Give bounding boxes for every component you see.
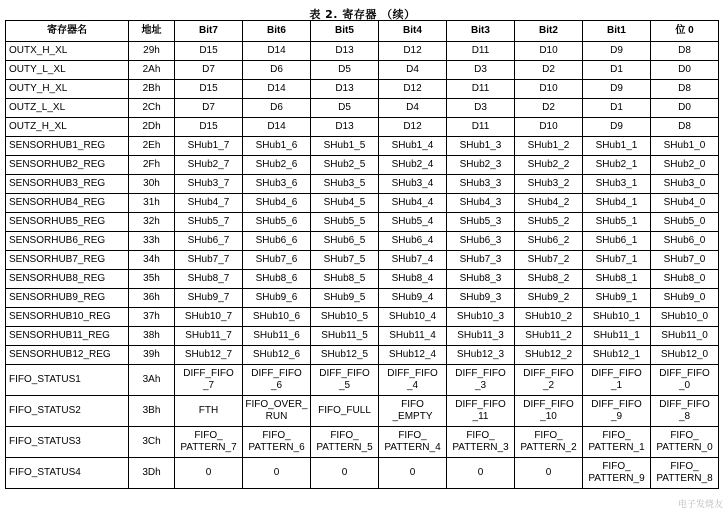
bit-cell: SHub2_7 — [175, 156, 243, 175]
bit-cell: SHub1_0 — [651, 137, 719, 156]
register-address-cell: 2Bh — [129, 80, 175, 99]
bit-cell: SHub8_3 — [447, 270, 515, 289]
register-name-cell: SENSORHUB5_REG — [6, 213, 129, 232]
register-address-cell: 35h — [129, 270, 175, 289]
header-bit1: Bit1 — [583, 21, 651, 42]
register-address-cell: 37h — [129, 308, 175, 327]
bit-cell: SHub10_7 — [175, 308, 243, 327]
bit-cell: D7 — [175, 61, 243, 80]
bit-cell: SHub11_7 — [175, 327, 243, 346]
bit-cell: SHub6_4 — [379, 232, 447, 251]
register-name-cell: SENSORHUB4_REG — [6, 194, 129, 213]
bit-cell: D6 — [243, 99, 311, 118]
header-address: 地址 — [129, 21, 175, 42]
table-row — [6, 175, 719, 194]
bit-cell: D8 — [651, 80, 719, 99]
bit-cell: D3 — [447, 61, 515, 80]
bit-cell: 0 — [515, 458, 583, 489]
bit-cell: SHub1_4 — [379, 137, 447, 156]
table-row — [6, 137, 719, 156]
register-address-cell: 33h — [129, 232, 175, 251]
bit-cell: SHub5_0 — [651, 213, 719, 232]
bit-cell: SHub12_5 — [311, 346, 379, 365]
register-name-cell: SENSORHUB1_REG — [6, 137, 129, 156]
table-row — [6, 80, 719, 99]
table-row — [6, 118, 719, 137]
register-name-cell: SENSORHUB10_REG — [6, 308, 129, 327]
bit-cell: SHub3_2 — [515, 175, 583, 194]
register-address-cell: 2Eh — [129, 137, 175, 156]
bit-cell: SHub2_5 — [311, 156, 379, 175]
bit-cell: SHub7_0 — [651, 251, 719, 270]
bit-cell: FIFO_OVER_ RUN — [243, 396, 311, 427]
bit-cell: D7 — [175, 99, 243, 118]
bit-cell: SHub10_0 — [651, 308, 719, 327]
bit-cell: SHub5_2 — [515, 213, 583, 232]
bit-cell: SHub10_3 — [447, 308, 515, 327]
bit-cell: D4 — [379, 99, 447, 118]
register-name-cell: FIFO_STATUS1 — [6, 365, 129, 396]
bit-cell: D13 — [311, 42, 379, 61]
bit-cell: DIFF_FIFO _6 — [243, 365, 311, 396]
bit-cell: D11 — [447, 80, 515, 99]
bit-cell: SHub11_6 — [243, 327, 311, 346]
bit-cell: SHub7_2 — [515, 251, 583, 270]
bit-cell: SHub1_7 — [175, 137, 243, 156]
bit-cell: SHub1_5 — [311, 137, 379, 156]
bit-cell: D12 — [379, 42, 447, 61]
bit-cell: SHub4_2 — [515, 194, 583, 213]
bit-cell: 0 — [447, 458, 515, 489]
bit-cell: D6 — [243, 61, 311, 80]
bit-cell: SHub6_5 — [311, 232, 379, 251]
register-address-cell: 31h — [129, 194, 175, 213]
bit-cell: SHub3_3 — [447, 175, 515, 194]
register-name-cell: SENSORHUB2_REG — [6, 156, 129, 175]
bit-cell: SHub2_1 — [583, 156, 651, 175]
bit-cell: SHub8_4 — [379, 270, 447, 289]
bit-cell: SHub11_0 — [651, 327, 719, 346]
bit-cell: SHub3_5 — [311, 175, 379, 194]
table-row — [6, 156, 719, 175]
bit-cell: SHub6_3 — [447, 232, 515, 251]
register-name-cell: OUTY_H_XL — [6, 80, 129, 99]
bit-cell: D0 — [651, 61, 719, 80]
bit-cell: FIFO_ PATTERN_5 — [311, 427, 379, 458]
header-register-name: 寄存器名 — [6, 21, 129, 42]
bit-cell: SHub9_6 — [243, 289, 311, 308]
bit-cell: SHub10_4 — [379, 308, 447, 327]
bit-cell: SHub4_1 — [583, 194, 651, 213]
header-bit0: 位 0 — [651, 21, 719, 42]
bit-cell: FIFO_ PATTERN_4 — [379, 427, 447, 458]
bit-cell: 0 — [243, 458, 311, 489]
table-row — [6, 61, 719, 80]
bit-cell: D10 — [515, 118, 583, 137]
table-row — [6, 42, 719, 61]
register-name-cell: OUTZ_L_XL — [6, 99, 129, 118]
bit-cell: FIFO_ PATTERN_3 — [447, 427, 515, 458]
bit-cell: SHub11_4 — [379, 327, 447, 346]
bit-cell: SHub3_0 — [651, 175, 719, 194]
table-row — [6, 346, 719, 365]
bit-cell: DIFF_FIFO _2 — [515, 365, 583, 396]
bit-cell: SHub9_4 — [379, 289, 447, 308]
bit-cell: SHub2_2 — [515, 156, 583, 175]
bit-cell: SHub9_1 — [583, 289, 651, 308]
bit-cell: SHub10_5 — [311, 308, 379, 327]
header-bit4: Bit4 — [379, 21, 447, 42]
bit-cell: SHub10_6 — [243, 308, 311, 327]
register-address-cell: 3Dh — [129, 458, 175, 489]
bit-cell: SHub1_3 — [447, 137, 515, 156]
header-row — [6, 21, 719, 42]
bit-cell: SHub12_2 — [515, 346, 583, 365]
bit-cell: SHub11_2 — [515, 327, 583, 346]
register-name-cell: SENSORHUB8_REG — [6, 270, 129, 289]
bit-cell: SHub3_7 — [175, 175, 243, 194]
table-row — [6, 194, 719, 213]
bit-cell: SHub11_1 — [583, 327, 651, 346]
register-name-cell: OUTX_H_XL — [6, 42, 129, 61]
register-name-cell: FIFO_STATUS3 — [6, 427, 129, 458]
register-name-cell: FIFO_STATUS2 — [6, 396, 129, 427]
register-name-cell: SENSORHUB6_REG — [6, 232, 129, 251]
table-row — [6, 213, 719, 232]
header-bit2: Bit2 — [515, 21, 583, 42]
table-row — [6, 232, 719, 251]
bit-cell: D15 — [175, 42, 243, 61]
table-row — [6, 308, 719, 327]
watermark: 电子发烧友 — [677, 500, 723, 510]
bit-cell: SHub4_5 — [311, 194, 379, 213]
bit-cell: SHub12_6 — [243, 346, 311, 365]
bit-cell: D5 — [311, 61, 379, 80]
table-row — [6, 251, 719, 270]
bit-cell: SHub2_0 — [651, 156, 719, 175]
bit-cell: SHub10_1 — [583, 308, 651, 327]
bit-cell: D0 — [651, 99, 719, 118]
bit-cell: FIFO_ PATTERN_9 — [583, 458, 651, 489]
table-row — [6, 427, 719, 458]
bit-cell: FIFO_ PATTERN_2 — [515, 427, 583, 458]
bit-cell: DIFF_FIFO _8 — [651, 396, 719, 427]
register-address-cell: 2Ch — [129, 99, 175, 118]
bit-cell: D5 — [311, 99, 379, 118]
bit-cell: D11 — [447, 42, 515, 61]
bit-cell: D1 — [583, 99, 651, 118]
bit-cell: 0 — [175, 458, 243, 489]
register-address-cell: 2Dh — [129, 118, 175, 137]
bit-cell: SHub4_3 — [447, 194, 515, 213]
bit-cell: SHub2_3 — [447, 156, 515, 175]
bit-cell: D13 — [311, 80, 379, 99]
header-bit3: Bit3 — [447, 21, 515, 42]
register-address-cell: 3Bh — [129, 396, 175, 427]
bit-cell: SHub12_4 — [379, 346, 447, 365]
bit-cell: DIFF_FIFO _0 — [651, 365, 719, 396]
bit-cell: D9 — [583, 80, 651, 99]
bit-cell: DIFF_FIFO _5 — [311, 365, 379, 396]
bit-cell: FIFO_ PATTERN_6 — [243, 427, 311, 458]
bit-cell: SHub8_0 — [651, 270, 719, 289]
bit-cell: SHub11_3 — [447, 327, 515, 346]
bit-cell: SHub2_6 — [243, 156, 311, 175]
bit-cell: SHub5_1 — [583, 213, 651, 232]
bit-cell: D11 — [447, 118, 515, 137]
bit-cell: 0 — [311, 458, 379, 489]
bit-cell: D14 — [243, 42, 311, 61]
bit-cell: SHub5_5 — [311, 213, 379, 232]
table-row — [6, 396, 719, 427]
bit-cell: DIFF_FIFO _7 — [175, 365, 243, 396]
bit-cell: SHub6_0 — [651, 232, 719, 251]
bit-cell: SHub6_2 — [515, 232, 583, 251]
bit-cell: DIFF_FIFO _3 — [447, 365, 515, 396]
register-name-cell: SENSORHUB11_REG — [6, 327, 129, 346]
bit-cell: D9 — [583, 118, 651, 137]
bit-cell: SHub12_0 — [651, 346, 719, 365]
register-address-cell: 34h — [129, 251, 175, 270]
bit-cell: D15 — [175, 118, 243, 137]
bit-cell: SHub7_1 — [583, 251, 651, 270]
table-row — [6, 289, 719, 308]
bit-cell: FIFO_FULL — [311, 396, 379, 427]
register-address-cell: 3Ch — [129, 427, 175, 458]
bit-cell: SHub1_2 — [515, 137, 583, 156]
bit-cell: DIFF_FIFO _11 — [447, 396, 515, 427]
bit-cell: DIFF_FIFO _1 — [583, 365, 651, 396]
register-name-cell: SENSORHUB12_REG — [6, 346, 129, 365]
bit-cell: FIFO _EMPTY — [379, 396, 447, 427]
bit-cell: SHub4_6 — [243, 194, 311, 213]
bit-cell: D15 — [175, 80, 243, 99]
table-row — [6, 458, 719, 489]
bit-cell: SHub12_1 — [583, 346, 651, 365]
bit-cell: DIFF_FIFO _9 — [583, 396, 651, 427]
register-address-cell: 36h — [129, 289, 175, 308]
bit-cell: 0 — [379, 458, 447, 489]
bit-cell: FTH — [175, 396, 243, 427]
table-row — [6, 327, 719, 346]
bit-cell: SHub7_3 — [447, 251, 515, 270]
register-address-cell: 3Ah — [129, 365, 175, 396]
table-title: 表 2. 寄存器 （续） — [309, 8, 416, 21]
bit-cell: D14 — [243, 80, 311, 99]
bit-cell: D13 — [311, 118, 379, 137]
bit-cell: D14 — [243, 118, 311, 137]
register-name-cell: OUTY_L_XL — [6, 61, 129, 80]
bit-cell: D8 — [651, 118, 719, 137]
bit-cell: SHub3_6 — [243, 175, 311, 194]
bit-cell: SHub5_6 — [243, 213, 311, 232]
bit-cell: SHub8_5 — [311, 270, 379, 289]
bit-cell: SHub7_4 — [379, 251, 447, 270]
register-address-cell: 30h — [129, 175, 175, 194]
register-address-cell: 29h — [129, 42, 175, 61]
bit-cell: DIFF_FIFO _4 — [379, 365, 447, 396]
table-row — [6, 270, 719, 289]
bit-cell: FIFO_ PATTERN_8 — [651, 458, 719, 489]
bit-cell: SHub1_6 — [243, 137, 311, 156]
bit-cell: SHub2_4 — [379, 156, 447, 175]
bit-cell: SHub12_3 — [447, 346, 515, 365]
register-name-cell: SENSORHUB9_REG — [6, 289, 129, 308]
bit-cell: FIFO_ PATTERN_7 — [175, 427, 243, 458]
bit-cell: SHub11_5 — [311, 327, 379, 346]
register-address-cell: 39h — [129, 346, 175, 365]
register-name-cell: SENSORHUB3_REG — [6, 175, 129, 194]
bit-cell: SHub5_4 — [379, 213, 447, 232]
header-bit5: Bit5 — [311, 21, 379, 42]
bit-cell: SHub6_7 — [175, 232, 243, 251]
bit-cell: D1 — [583, 61, 651, 80]
header-bit7: Bit7 — [175, 21, 243, 42]
register-table-body — [6, 42, 719, 489]
bit-cell: SHub6_6 — [243, 232, 311, 251]
table-row — [6, 365, 719, 396]
register-address-cell: 2Fh — [129, 156, 175, 175]
bit-cell: SHub10_2 — [515, 308, 583, 327]
table-row — [6, 99, 719, 118]
bit-cell: SHub8_7 — [175, 270, 243, 289]
bit-cell: SHub8_1 — [583, 270, 651, 289]
bit-cell: SHub8_2 — [515, 270, 583, 289]
bit-cell: D8 — [651, 42, 719, 61]
bit-cell: SHub4_4 — [379, 194, 447, 213]
bit-cell: SHub9_7 — [175, 289, 243, 308]
bit-cell: SHub7_5 — [311, 251, 379, 270]
bit-cell: SHub3_1 — [583, 175, 651, 194]
bit-cell: D12 — [379, 118, 447, 137]
register-address-cell: 32h — [129, 213, 175, 232]
register-address-cell: 38h — [129, 327, 175, 346]
register-table — [5, 20, 719, 489]
register-name-cell: SENSORHUB7_REG — [6, 251, 129, 270]
bit-cell: D10 — [515, 80, 583, 99]
bit-cell: D4 — [379, 61, 447, 80]
bit-cell: DIFF_FIFO _10 — [515, 396, 583, 427]
bit-cell: SHub9_5 — [311, 289, 379, 308]
bit-cell: FIFO_ PATTERN_1 — [583, 427, 651, 458]
bit-cell: D12 — [379, 80, 447, 99]
bit-cell: SHub8_6 — [243, 270, 311, 289]
register-address-cell: 2Ah — [129, 61, 175, 80]
bit-cell: D2 — [515, 61, 583, 80]
bit-cell: FIFO_ PATTERN_0 — [651, 427, 719, 458]
bit-cell: SHub5_7 — [175, 213, 243, 232]
bit-cell: SHub9_2 — [515, 289, 583, 308]
bit-cell: SHub7_6 — [243, 251, 311, 270]
bit-cell: D10 — [515, 42, 583, 61]
bit-cell: D2 — [515, 99, 583, 118]
bit-cell: SHub6_1 — [583, 232, 651, 251]
header-bit6: Bit6 — [243, 21, 311, 42]
bit-cell: SHub12_7 — [175, 346, 243, 365]
register-name-cell: FIFO_STATUS4 — [6, 458, 129, 489]
bit-cell: SHub4_7 — [175, 194, 243, 213]
bit-cell: SHub3_4 — [379, 175, 447, 194]
bit-cell: SHub7_7 — [175, 251, 243, 270]
bit-cell: D9 — [583, 42, 651, 61]
bit-cell: SHub9_3 — [447, 289, 515, 308]
bit-cell: D3 — [447, 99, 515, 118]
bit-cell: SHub9_0 — [651, 289, 719, 308]
register-name-cell: OUTZ_H_XL — [6, 118, 129, 137]
bit-cell: SHub1_1 — [583, 137, 651, 156]
bit-cell: SHub4_0 — [651, 194, 719, 213]
bit-cell: SHub5_3 — [447, 213, 515, 232]
